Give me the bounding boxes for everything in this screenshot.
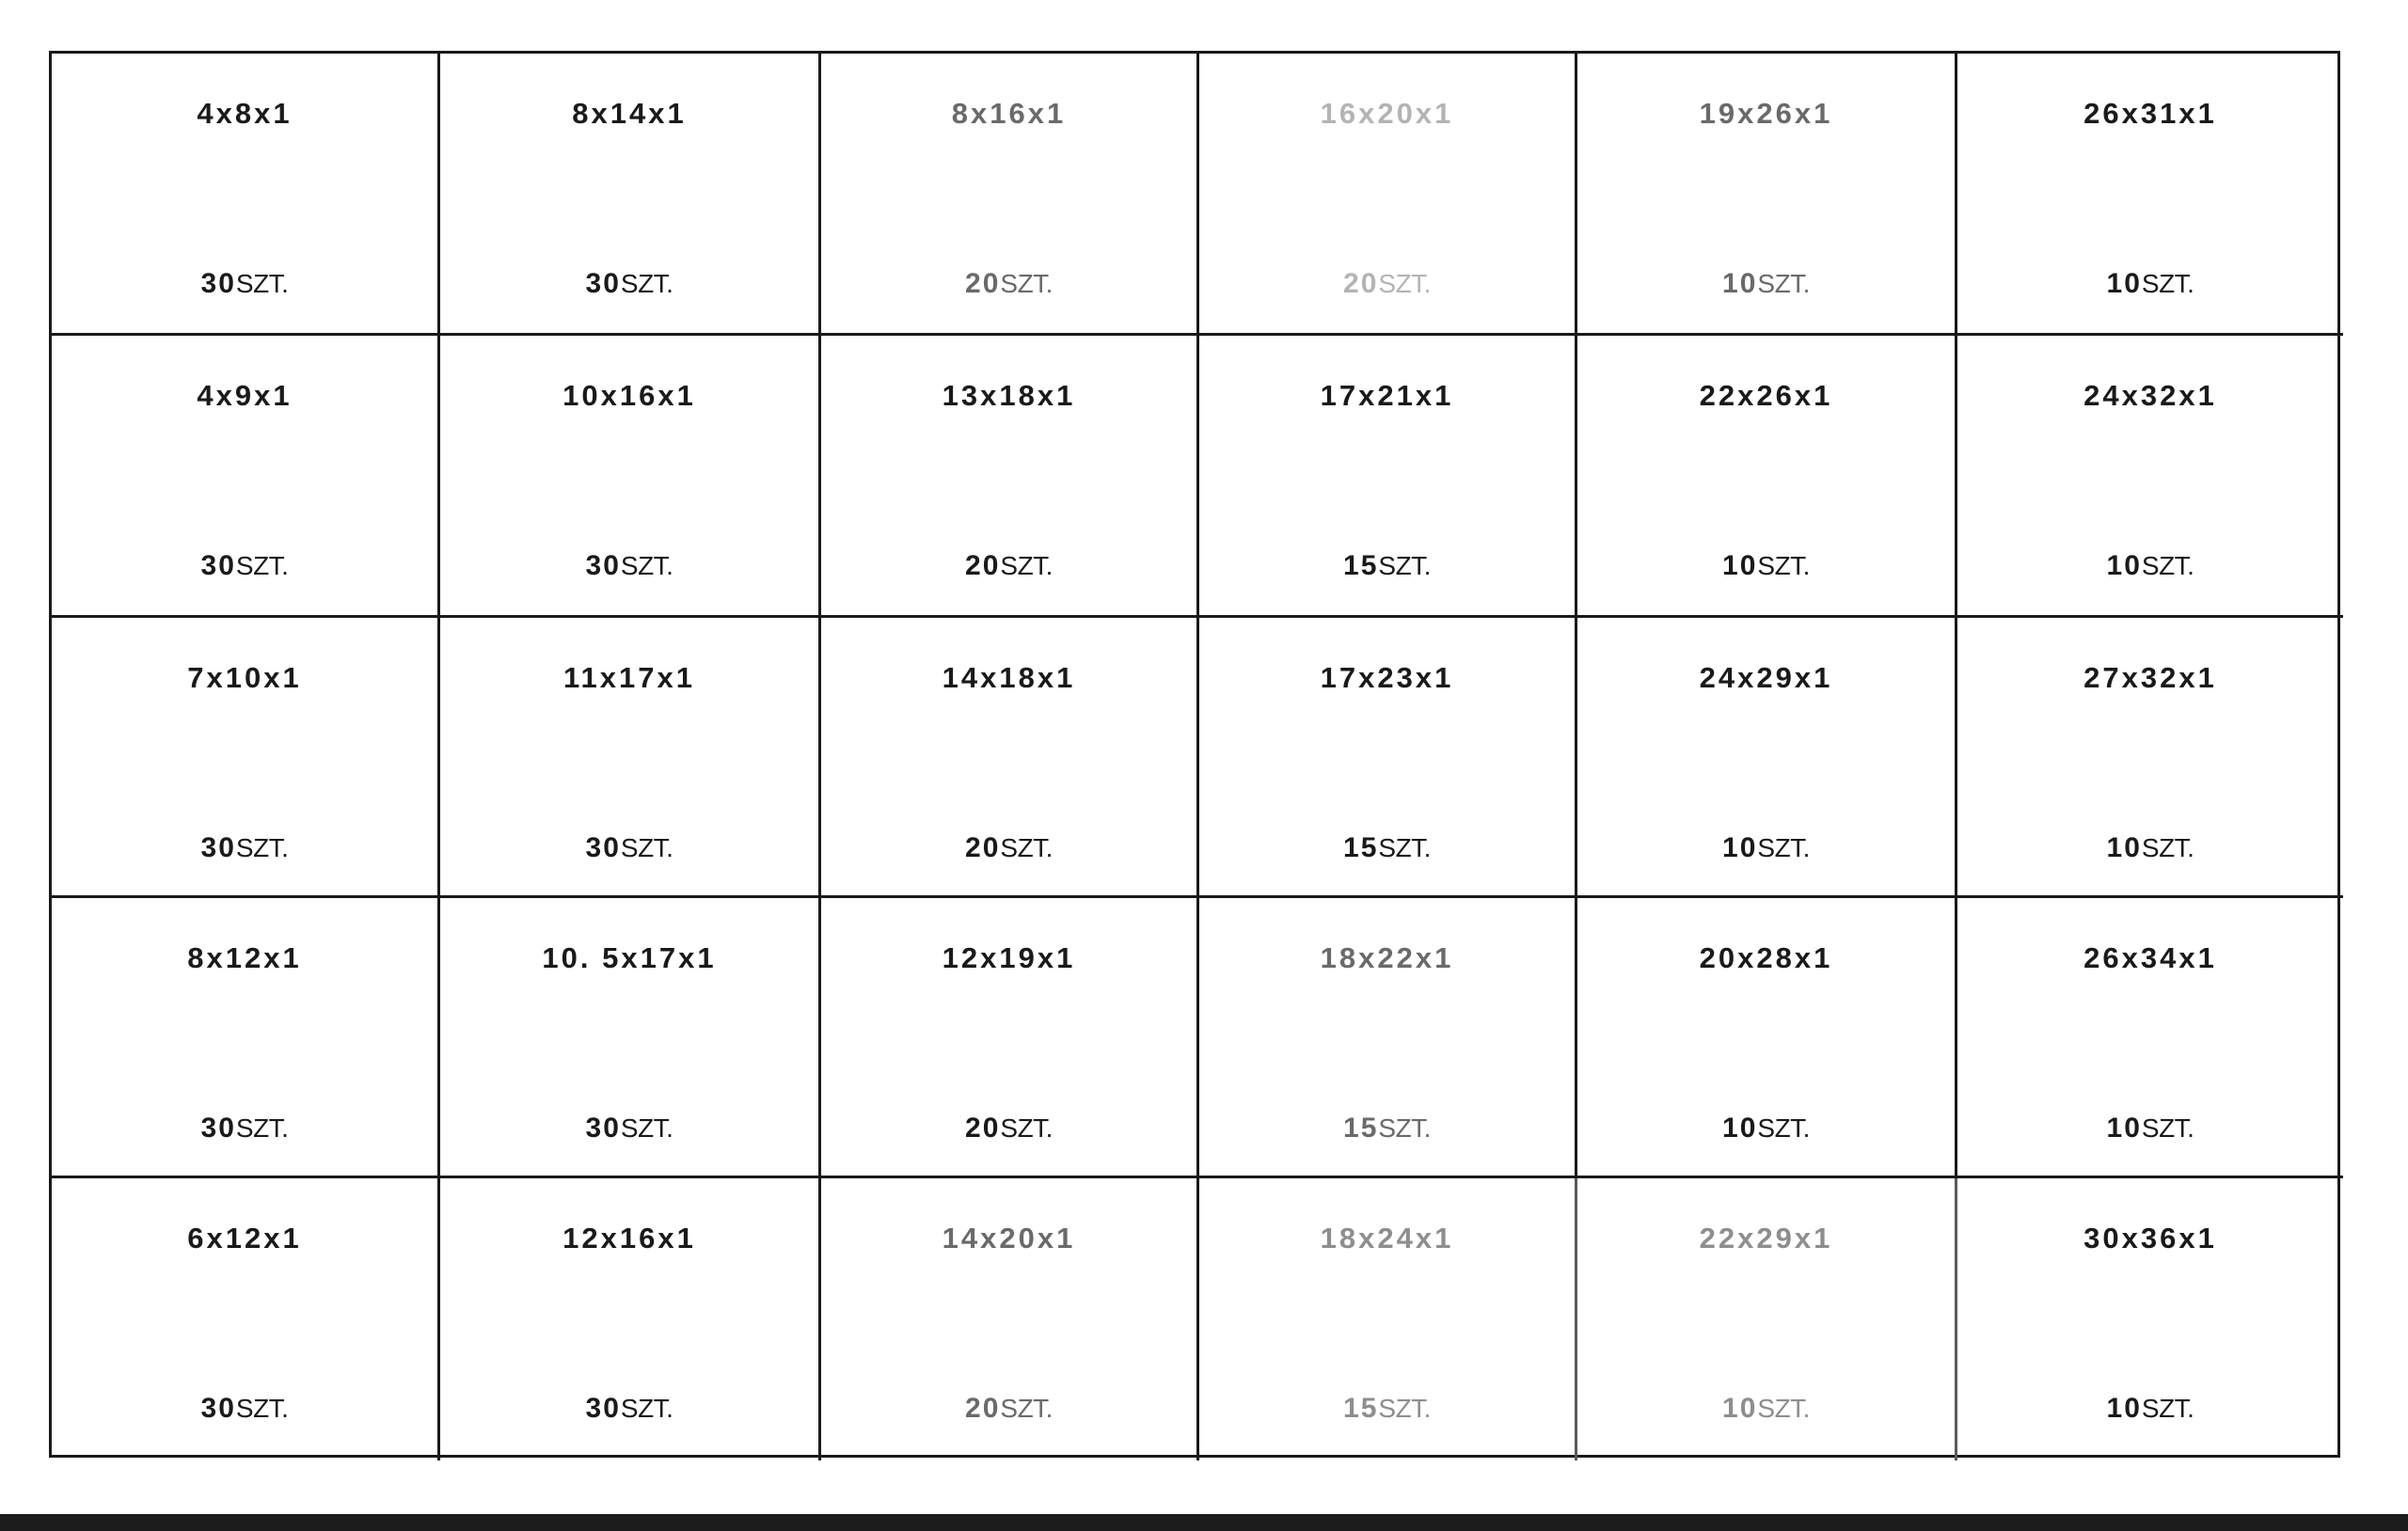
- size-label: 17x21x1: [1320, 379, 1454, 412]
- size-label: 8x16x1: [951, 97, 1067, 130]
- size-label: 12x16x1: [562, 1222, 696, 1255]
- quantity-unit: SZT.: [620, 1394, 673, 1423]
- quantity-number: 30: [585, 1393, 621, 1424]
- size-cell: [1199, 618, 1577, 898]
- quantity-unit: SZT.: [1378, 1394, 1431, 1423]
- size-label: 24x29x1: [1699, 661, 1833, 694]
- quantity-label: [1577, 550, 1955, 582]
- size-label: 26x31x1: [2083, 97, 2217, 130]
- size-cell: [440, 618, 821, 898]
- quantity-number: 30: [585, 1113, 621, 1144]
- size-cell: [52, 1178, 440, 1460]
- size-label: 11x17x1: [563, 661, 695, 694]
- size-cell: [52, 54, 440, 336]
- quantity-label: [1199, 1113, 1575, 1144]
- quantity-label: [440, 1113, 818, 1144]
- size-label: 10. 5x17x1: [542, 941, 717, 974]
- quantity-number: 20: [965, 1113, 1001, 1144]
- size-label: 20x28x1: [1699, 941, 1833, 974]
- size-cell: [1199, 54, 1577, 336]
- quantity-unit: SZT.: [2141, 551, 2194, 580]
- quantity-label: [1199, 1393, 1575, 1425]
- quantity-label: [1199, 832, 1575, 864]
- quantity-number: 30: [200, 1113, 236, 1144]
- size-label: 17x23x1: [1320, 661, 1454, 694]
- size-cell: [52, 618, 440, 898]
- size-cell: [1199, 1178, 1577, 1460]
- scan-bottom-edge: [0, 1514, 2408, 1531]
- quantity-label: [1957, 268, 2343, 300]
- quantity-label: [1577, 268, 1955, 300]
- quantity-unit: SZT.: [1000, 551, 1053, 580]
- size-cell: [440, 54, 821, 336]
- quantity-unit: SZT.: [1378, 1113, 1431, 1143]
- quantity-label: [440, 268, 818, 300]
- quantity-number: 20: [965, 550, 1001, 581]
- quantity-number: 30: [200, 550, 236, 581]
- quantity-unit: SZT.: [1000, 833, 1053, 862]
- quantity-number: 20: [965, 1393, 1001, 1424]
- size-label: 18x22x1: [1320, 941, 1454, 974]
- quantity-label: [821, 550, 1196, 582]
- size-cell: [821, 54, 1199, 336]
- size-label: 13x18x1: [942, 379, 1076, 412]
- size-cell: [440, 1178, 821, 1460]
- size-label: 22x26x1: [1699, 379, 1833, 412]
- quantity-number: 15: [1343, 1393, 1379, 1424]
- quantity-label: [1199, 550, 1575, 582]
- quantity-unit: SZT.: [1757, 269, 1810, 298]
- size-cell: [1577, 336, 1957, 618]
- quantity-number: 20: [965, 832, 1001, 863]
- size-cell: [821, 336, 1199, 618]
- size-label: 4x9x1: [197, 379, 293, 412]
- size-label: 12x19x1: [942, 941, 1076, 974]
- size-label: 8x12x1: [187, 941, 302, 974]
- size-cell: [1577, 1178, 1957, 1460]
- quantity-unit: SZT.: [620, 833, 673, 862]
- quantity-unit: SZT.: [235, 551, 289, 580]
- size-cell: [821, 618, 1199, 898]
- size-label: 14x20x1: [942, 1222, 1076, 1255]
- size-cell: [1957, 898, 2343, 1178]
- quantity-unit: SZT.: [1000, 1113, 1053, 1143]
- size-label: 26x34x1: [2083, 941, 2217, 974]
- size-cell: [1957, 1178, 2343, 1460]
- quantity-unit: SZT.: [620, 551, 673, 580]
- quantity-number: 10: [2106, 1113, 2142, 1144]
- quantity-label: [52, 550, 437, 582]
- quantity-number: 10: [1722, 268, 1758, 299]
- quantity-number: 15: [1343, 550, 1379, 581]
- quantity-unit: SZT.: [235, 269, 289, 298]
- oring-size-grid: [49, 51, 2340, 1458]
- quantity-label: [1577, 1113, 1955, 1144]
- quantity-label: [821, 832, 1196, 864]
- size-cell: [440, 336, 821, 618]
- size-cell: [1957, 336, 2343, 618]
- quantity-number: 10: [1722, 550, 1758, 581]
- size-label: 6x12x1: [187, 1222, 302, 1255]
- size-label: 4x8x1: [197, 97, 293, 130]
- quantity-label: [52, 268, 437, 300]
- size-label: 7x10x1: [187, 661, 302, 694]
- quantity-unit: SZT.: [1000, 1394, 1053, 1423]
- size-label: 22x29x1: [1699, 1222, 1833, 1255]
- size-cell: [1957, 618, 2343, 898]
- quantity-number: 10: [2106, 268, 2142, 299]
- quantity-label: [1577, 1393, 1955, 1425]
- quantity-number: 10: [2106, 1393, 2142, 1424]
- quantity-unit: SZT.: [1378, 833, 1431, 862]
- quantity-number: 30: [585, 268, 621, 299]
- quantity-number: 20: [965, 268, 1001, 299]
- size-cell: [1577, 54, 1957, 336]
- quantity-label: [1957, 1113, 2343, 1144]
- quantity-number: 10: [1722, 1113, 1758, 1144]
- size-cell: [1199, 898, 1577, 1178]
- quantity-unit: SZT.: [235, 1394, 289, 1423]
- quantity-unit: SZT.: [2141, 1113, 2194, 1143]
- size-label: 18x24x1: [1320, 1222, 1454, 1255]
- quantity-label: [52, 1393, 437, 1425]
- quantity-label: [1957, 832, 2343, 864]
- quantity-unit: SZT.: [620, 269, 673, 298]
- quantity-label: [440, 550, 818, 582]
- quantity-unit: SZT.: [1000, 269, 1053, 298]
- size-label: 30x36x1: [2083, 1222, 2217, 1255]
- size-label: 14x18x1: [942, 661, 1076, 694]
- quantity-label: [821, 1113, 1196, 1144]
- quantity-number: 30: [200, 832, 236, 863]
- quantity-unit: SZT.: [2141, 1394, 2194, 1423]
- quantity-number: 15: [1343, 1113, 1379, 1144]
- quantity-label: [440, 832, 818, 864]
- quantity-unit: SZT.: [235, 833, 289, 862]
- size-cell: [1199, 336, 1577, 618]
- size-cell: [1577, 898, 1957, 1178]
- size-label: 16x20x1: [1320, 97, 1454, 130]
- quantity-label: [52, 832, 437, 864]
- quantity-label: [821, 1393, 1196, 1425]
- quantity-label: [1957, 550, 2343, 582]
- quantity-number: 10: [2106, 832, 2142, 863]
- quantity-label: [52, 1113, 437, 1144]
- quantity-label: [821, 268, 1196, 300]
- quantity-unit: SZT.: [1378, 269, 1431, 298]
- size-label: 19x26x1: [1699, 97, 1833, 130]
- quantity-number: 30: [200, 268, 236, 299]
- quantity-number: 20: [1343, 268, 1379, 299]
- quantity-label: [1577, 832, 1955, 864]
- quantity-unit: SZT.: [1378, 551, 1431, 580]
- quantity-unit: SZT.: [1757, 1113, 1810, 1143]
- quantity-number: 10: [2106, 550, 2142, 581]
- quantity-unit: SZT.: [235, 1113, 289, 1143]
- size-cell: [821, 1178, 1199, 1460]
- size-cell: [821, 898, 1199, 1178]
- quantity-number: 15: [1343, 832, 1379, 863]
- size-label: 8x14x1: [572, 97, 687, 130]
- size-cell: [52, 336, 440, 618]
- quantity-number: 10: [1722, 1393, 1758, 1424]
- quantity-unit: SZT.: [620, 1113, 673, 1143]
- size-cell: [440, 898, 821, 1178]
- quantity-unit: SZT.: [1757, 833, 1810, 862]
- quantity-unit: SZT.: [2141, 833, 2194, 862]
- quantity-number: 30: [585, 832, 621, 863]
- quantity-label: [1199, 268, 1575, 300]
- size-cell: [1577, 618, 1957, 898]
- quantity-label: [1957, 1393, 2343, 1425]
- quantity-number: 30: [585, 550, 621, 581]
- quantity-label: [440, 1393, 818, 1425]
- size-cell: [52, 898, 440, 1178]
- quantity-unit: SZT.: [1757, 1394, 1810, 1423]
- quantity-unit: SZT.: [2141, 269, 2194, 298]
- size-label: 27x32x1: [2083, 661, 2217, 694]
- quantity-unit: SZT.: [1757, 551, 1810, 580]
- size-cell: [1957, 54, 2343, 336]
- quantity-number: 10: [1722, 832, 1758, 863]
- size-label: 24x32x1: [2083, 379, 2217, 412]
- quantity-number: 30: [200, 1393, 236, 1424]
- size-label: 10x16x1: [562, 379, 696, 412]
